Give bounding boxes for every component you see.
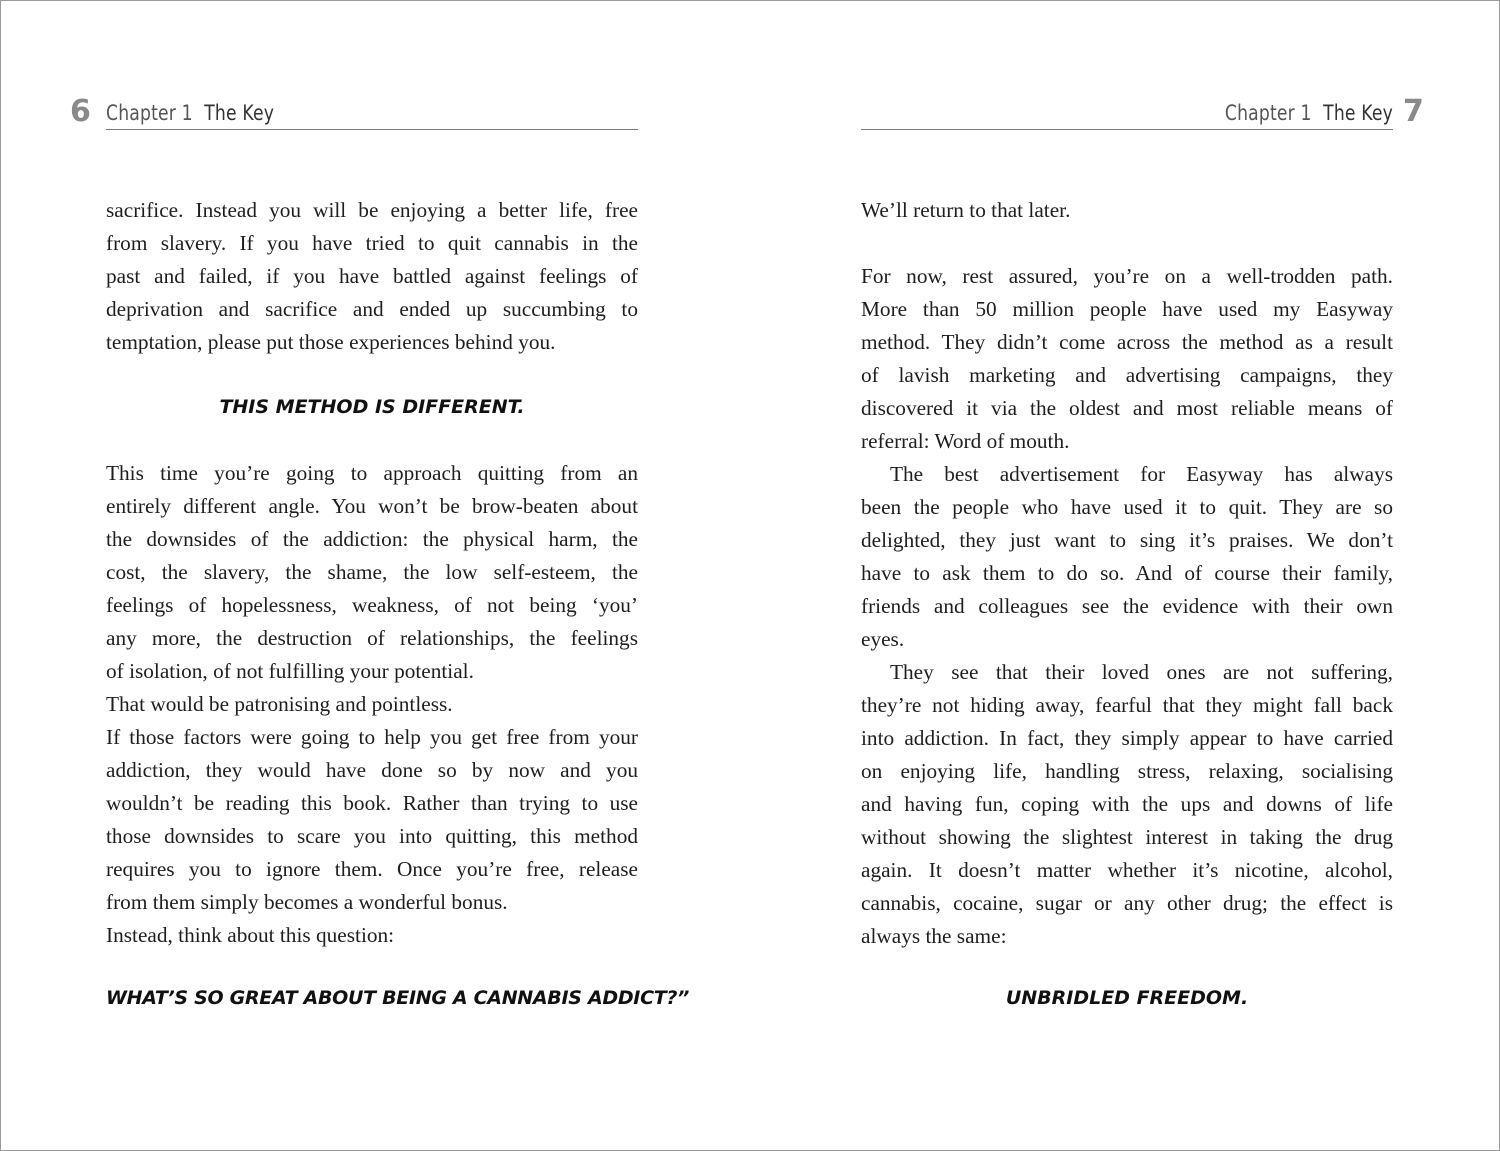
callout-heading: UNBRIDLED FREEDOM. [1005,987,1249,1009]
body-line: on enjoying life, handling stress, relaxing, socialising [861,759,1393,783]
right-running-head-title: The Key [1323,101,1393,125]
body-line: friends and colleagues see the evidence with their own [861,594,1393,618]
body-line: delighted, they just want to sing it’s praises. We don’t [861,528,1393,552]
body-line: For now, rest assured, you’re on a well-trodden path. [861,264,1393,288]
body-line: have to ask them to do so. And of course their family, [861,561,1393,585]
body-line: discovered it via the oldest and most reliable means of [861,396,1393,420]
body-line: the downsides of the addiction: the physical harm, the [106,527,638,551]
left-running-head [106,96,638,130]
body-line: This time you’re going to approach quitting from an [106,461,638,485]
right-running-head [861,96,1393,130]
body-line: always the same: [861,924,1007,948]
body-line: If those factors were going to help you get free from your [106,725,638,749]
body-line: More than 50 million people have used my Easyway [861,297,1393,321]
body-line: eyes. [861,627,905,651]
right-page [861,0,1393,1151]
body-line: wouldn’t be reading this book. Rather than trying to use [106,791,638,815]
body-line: of lavish marketing and advertising campaigns, they [861,363,1393,387]
body-line: any more, the destruction of relationships, the feelings [106,626,638,650]
right-page-number: 7 [1403,94,1424,129]
body-line: temptation, please put those experiences behind you. [106,330,556,354]
body-line: addiction, they would have done so by now and you [106,758,638,782]
left-page [106,0,690,1151]
body-line: again. It doesn’t matter whether it’s nicotine, alcohol, [861,858,1393,882]
body-line: of isolation, of not fulfilling your potential. [106,659,474,683]
body-line: They see that their loved ones are not suffering, [890,660,1393,684]
body-line: requires you to ignore them. Once you’re free, release [106,857,638,881]
body-line: without showing the slightest interest in taking the drug [861,825,1393,849]
body-line: deprivation and sacrifice and ended up succumbing to [106,297,638,321]
body-line: cannabis, cocaine, sugar or any other drug; the effect is [861,891,1393,915]
body-line: method. They didn’t come across the method as a result [861,330,1393,354]
left-running-head-chapter: Chapter 1 [106,101,193,125]
body-line: from them simply becomes a wonderful bonus. [106,890,508,914]
body-line: entirely different angle. You won’t be brow-beaten about [106,494,638,518]
callout-heading: WHAT’S SO GREAT ABOUT BEING A CANNABIS ADDICT?” [106,987,690,1009]
body-line: feelings of hopelessness, weakness, of not being ‘you’ [106,593,638,617]
callout-heading: THIS METHOD IS DIFFERENT. [219,396,525,418]
body-line: cost, the slavery, the shame, the low self-esteem, the [106,560,638,584]
right-running-head-chapter: Chapter 1 [1224,101,1312,125]
body-line: into addiction. In fact, they simply appear to have carried [861,726,1393,750]
body-line: and having fun, coping with the ups and downs of life [861,792,1393,816]
body-line: been the people who have used it to quit. They are so [861,495,1393,519]
body-line: those downsides to scare you into quitting, this method [106,824,638,848]
body-line: sacrifice. Instead you will be enjoying a better life, free [106,198,638,222]
body-line: The best advertisement for Easyway has always [890,462,1393,486]
body-line: That would be patronising and pointless. [106,692,453,716]
left-running-head-title: The Key [204,101,275,125]
body-line: Instead, think about this question: [106,923,395,947]
left-page-number: 6 [70,94,91,129]
body-line: past and failed, if you have battled against feelings of [106,264,638,288]
body-line: they’re not hiding away, fearful that they might fall back [861,693,1393,717]
body-line: from slavery. If you have tried to quit cannabis in the [106,231,638,255]
body-line: referral: Word of mouth. [861,429,1070,453]
body-line: We’ll return to that later. [861,198,1071,222]
